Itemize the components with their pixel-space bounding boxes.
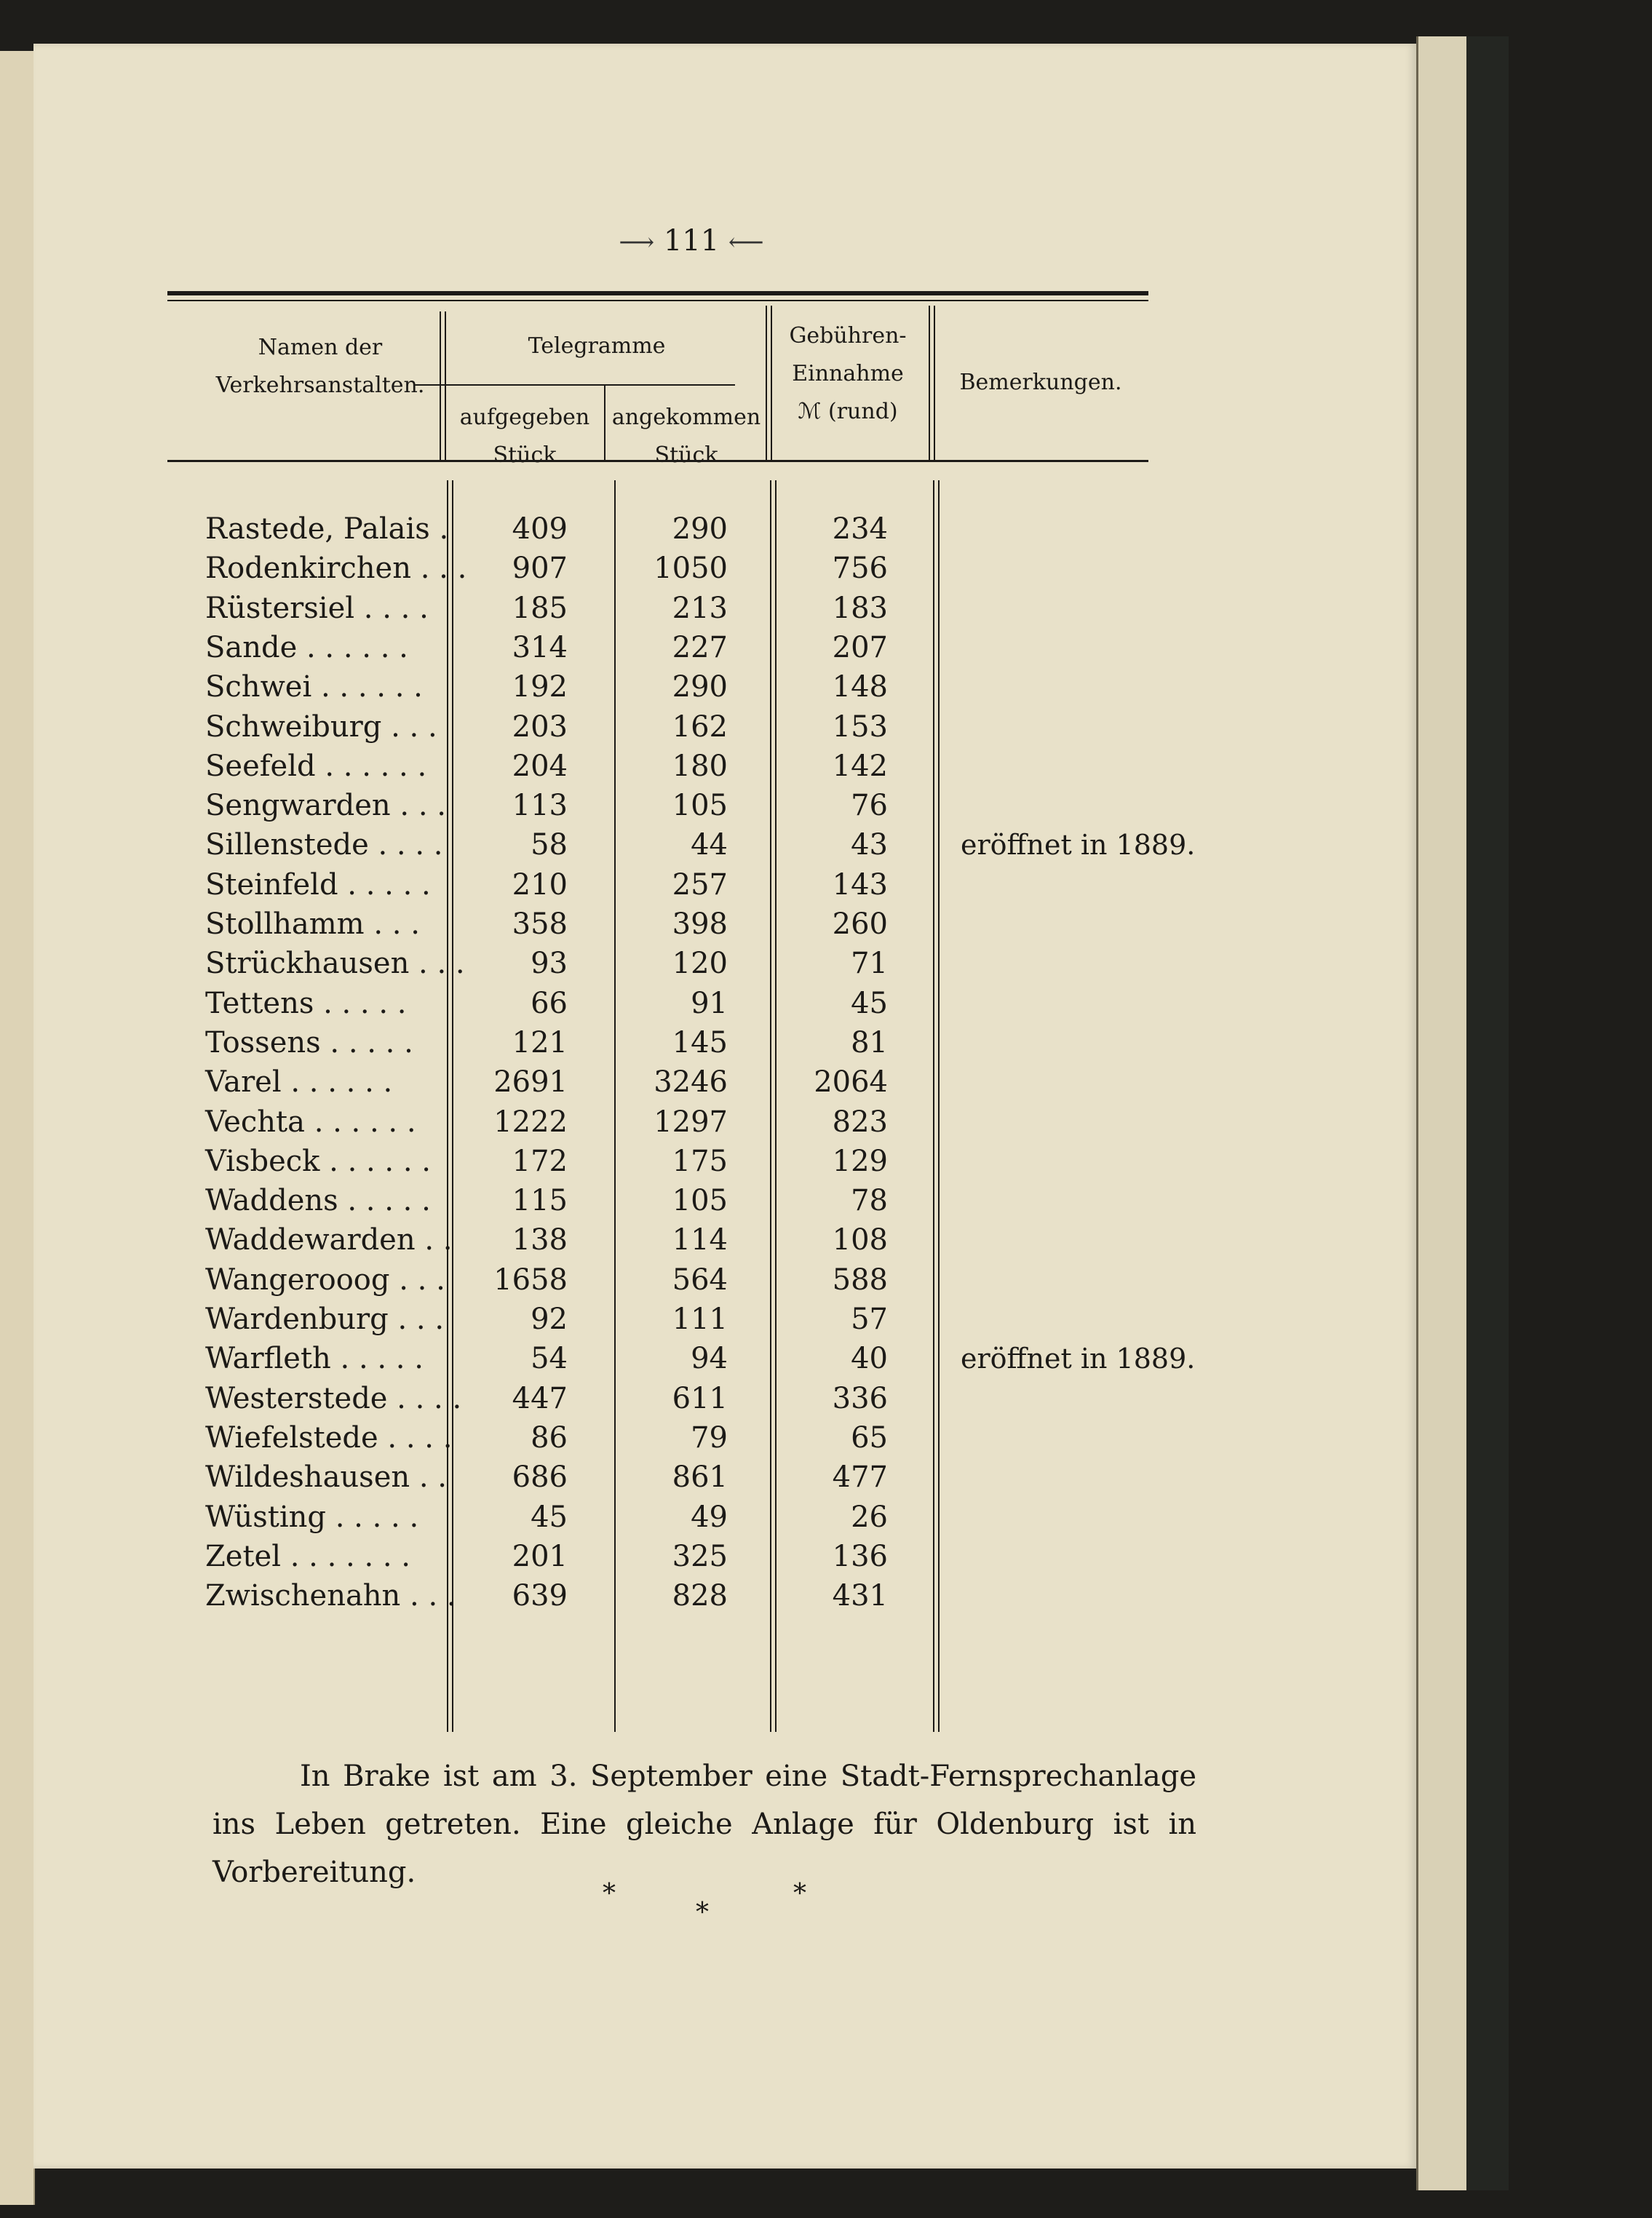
station-name: Strückhausen . . . [205, 947, 465, 981]
table-row [0, 1300, 1652, 1339]
telegrams-sent: 93 [531, 947, 568, 981]
telegrams-received: 120 [672, 947, 728, 981]
telegrams-received: 1050 [654, 552, 728, 586]
telegrams-received: 290 [672, 670, 728, 704]
telegrams-sent: 192 [512, 670, 568, 704]
telegrams-sent: 203 [512, 709, 568, 744]
column-divider [604, 384, 605, 460]
station-name: Zwischenahn . . . [205, 1579, 456, 1613]
telegrams-received: 91 [691, 986, 728, 1020]
telegrams-sent: 314 [512, 630, 568, 664]
fee-income: 71 [851, 947, 888, 981]
station-name: Tettens . . . . . [205, 986, 407, 1020]
table-row [0, 747, 1652, 786]
station-name: Wangerooog . . . [205, 1263, 445, 1297]
telegrams-sent: 86 [531, 1420, 568, 1455]
telegrams-received: 114 [672, 1223, 728, 1257]
station-name: Varel . . . . . . [205, 1065, 393, 1100]
table-row [0, 667, 1652, 707]
telegrams-sent: 138 [512, 1223, 568, 1257]
remark: eröffnet in 1889. [961, 829, 1196, 862]
header-received: angekommen Stück [611, 405, 761, 468]
fee-income: 431 [832, 1579, 888, 1613]
station-name: Rüstersiel . . . . [205, 591, 429, 625]
footnote-paragraph: In Brake ist am 3. September eine Stadt-Fernsprechanlage ins Leben getreten. Eine gleiche Anlage für Oldenburg ist in Vorbereitung. [213, 1760, 1196, 1889]
fee-income: 129 [832, 1144, 888, 1178]
table-row [0, 825, 1652, 864]
telegrams-received: 111 [672, 1303, 728, 1336]
station-name: Seefeld . . . . . . [205, 749, 427, 783]
table-row [0, 1379, 1652, 1418]
ornament-right: ⟵ [728, 228, 764, 257]
table-row [0, 1458, 1652, 1497]
station-name: Vechta . . . . . . [205, 1105, 416, 1139]
fee-income: 142 [832, 749, 888, 783]
telegrams-sent: 58 [531, 828, 568, 862]
table-row [0, 1498, 1652, 1537]
station-name: Rodenkirchen . . . [205, 552, 467, 586]
ornament-left: ⟶ [619, 228, 655, 257]
telegrams-sent: 201 [512, 1539, 568, 1573]
table-row [0, 1220, 1652, 1260]
station-name: Waddens . . . . . [205, 1184, 431, 1218]
station-name: Schweiburg . . . [205, 709, 437, 744]
fee-income: 477 [832, 1460, 888, 1495]
station-name: Wiefelstede . . . . [205, 1420, 453, 1455]
station-name: Warfleth . . . . . [205, 1342, 424, 1376]
fee-income: 207 [832, 630, 888, 664]
header-remarks: Bemerkungen. [959, 370, 1122, 395]
telegrams-sent: 409 [512, 512, 568, 546]
station-name: Wardenburg . . . [205, 1303, 445, 1336]
station-name: Sengwarden . . . [205, 789, 446, 823]
telegrams-received: 44 [691, 828, 728, 862]
station-name: Stollhamm . . . [205, 907, 420, 941]
telegrams-sent: 45 [531, 1500, 568, 1534]
fee-income: 756 [832, 552, 888, 586]
station-name: Zetel . . . . . . . [205, 1539, 411, 1573]
fee-income: 45 [851, 986, 888, 1020]
fee-income: 2064 [814, 1065, 888, 1100]
table-row [0, 944, 1652, 983]
telegrams-sent: 2691 [493, 1065, 568, 1100]
telegrams-received: 105 [672, 1184, 728, 1218]
table-top-rule-thick [167, 291, 1148, 295]
fee-income: 108 [832, 1223, 888, 1257]
station-name: Westerstede . . . . [205, 1381, 462, 1415]
telegrams-sent: 1658 [493, 1263, 568, 1297]
telegrams-received: 290 [672, 512, 728, 546]
table-row [0, 1062, 1652, 1102]
fee-income: 57 [851, 1303, 888, 1336]
station-name: Schwei . . . . . . [205, 670, 423, 704]
station-name: Steinfeld . . . . . [205, 867, 431, 902]
telegrams-received: 162 [672, 709, 728, 744]
table-row [0, 1023, 1652, 1062]
fee-income: 78 [851, 1184, 888, 1218]
station-name: Tossens . . . . . [205, 1025, 413, 1060]
telegrams-sent: 1222 [493, 1105, 568, 1139]
fee-income: 26 [851, 1500, 888, 1534]
table-row [0, 786, 1652, 825]
telegrams-received: 564 [672, 1263, 728, 1297]
table-row [0, 549, 1652, 588]
station-name: Waddewarden . . [205, 1223, 453, 1257]
telegrams-received: 213 [672, 591, 728, 625]
table-row [0, 707, 1652, 747]
table-row [0, 1537, 1652, 1576]
telegrams-sent: 121 [512, 1025, 568, 1060]
table-row [0, 1102, 1652, 1142]
column-divider [766, 306, 772, 460]
table-row [0, 984, 1652, 1023]
fee-income: 260 [832, 907, 888, 941]
station-name: Wüsting . . . . . [205, 1500, 419, 1534]
telegrams-sent: 686 [512, 1460, 568, 1495]
telegram-subheader-rule [413, 384, 735, 386]
column-divider [929, 306, 935, 460]
table-row [0, 628, 1652, 667]
telegrams-received: 180 [672, 749, 728, 783]
telegrams-sent: 358 [512, 907, 568, 941]
telegrams-received: 227 [672, 630, 728, 664]
fee-income: 40 [851, 1342, 888, 1376]
fee-income: 81 [851, 1025, 888, 1060]
table-row [0, 865, 1652, 905]
table-row [0, 905, 1652, 944]
telegrams-received: 94 [691, 1342, 728, 1376]
fee-income: 823 [832, 1105, 888, 1139]
telegrams-sent: 66 [531, 986, 568, 1020]
fee-income: 43 [851, 828, 888, 862]
station-name: Wildeshausen . . [205, 1460, 447, 1495]
table-row [0, 1576, 1652, 1615]
telegrams-sent: 185 [512, 591, 568, 625]
header-fees: Gebühren-Einnahme ℳ (rund) [789, 323, 907, 424]
telegrams-sent: 210 [512, 867, 568, 902]
remark: eröffnet in 1889. [961, 1343, 1196, 1375]
fee-income: 588 [832, 1263, 888, 1297]
telegrams-sent: 907 [512, 552, 568, 586]
fee-income: 65 [851, 1420, 888, 1455]
table-row [0, 1339, 1652, 1378]
telegrams-received: 828 [672, 1579, 728, 1613]
fee-income: 234 [832, 512, 888, 546]
telegrams-sent: 92 [531, 1303, 568, 1336]
page-number-line [582, 224, 801, 258]
telegrams-sent: 113 [512, 789, 568, 823]
telegrams-received: 325 [672, 1539, 728, 1573]
asterism-star: * [603, 1879, 616, 1909]
fee-income: 153 [832, 709, 888, 744]
page-number: 111 [663, 224, 720, 258]
station-name: Rastede, Palais . [205, 512, 449, 546]
telegrams-received: 3246 [654, 1065, 728, 1100]
telegrams-received: 175 [672, 1144, 728, 1178]
telegrams-sent: 172 [512, 1144, 568, 1178]
telegrams-received: 861 [672, 1460, 728, 1495]
fee-income: 336 [832, 1381, 888, 1415]
table-top-rule-thin [167, 300, 1148, 301]
station-name: Sillenstede . . . . [205, 828, 443, 862]
fee-income: 76 [851, 789, 888, 823]
telegrams-sent: 115 [512, 1184, 568, 1218]
table-row [0, 1418, 1652, 1458]
telegrams-sent: 204 [512, 749, 568, 783]
telegrams-sent: 54 [531, 1342, 568, 1376]
telegrams-received: 105 [672, 789, 728, 823]
header-telegrams: Telegramme [528, 333, 666, 359]
telegrams-received: 79 [691, 1420, 728, 1455]
fee-income: 136 [832, 1539, 888, 1573]
station-name: Visbeck . . . . . . [205, 1144, 431, 1178]
telegrams-received: 145 [672, 1025, 728, 1060]
header-sent: aufgegeben Stück [459, 405, 590, 468]
table-row [0, 589, 1652, 628]
fee-income: 148 [832, 670, 888, 704]
fee-income: 183 [832, 591, 888, 625]
table-row [0, 1260, 1652, 1300]
telegrams-received: 1297 [654, 1105, 728, 1139]
table-row [0, 509, 1652, 549]
telegrams-sent: 639 [512, 1579, 568, 1613]
asterism-star: * [696, 1898, 709, 1928]
header-names: Namen der Verkehrsanstalten. [215, 335, 425, 398]
telegrams-received: 611 [672, 1381, 728, 1415]
table-row [0, 1181, 1652, 1220]
asterism-star: * [793, 1879, 806, 1909]
table-row [0, 1142, 1652, 1181]
telegrams-received: 257 [672, 867, 728, 902]
fee-income: 143 [832, 867, 888, 902]
telegrams-received: 398 [672, 907, 728, 941]
telegrams-received: 49 [691, 1500, 728, 1534]
station-name: Sande . . . . . . [205, 630, 408, 664]
telegrams-sent: 447 [512, 1381, 568, 1415]
